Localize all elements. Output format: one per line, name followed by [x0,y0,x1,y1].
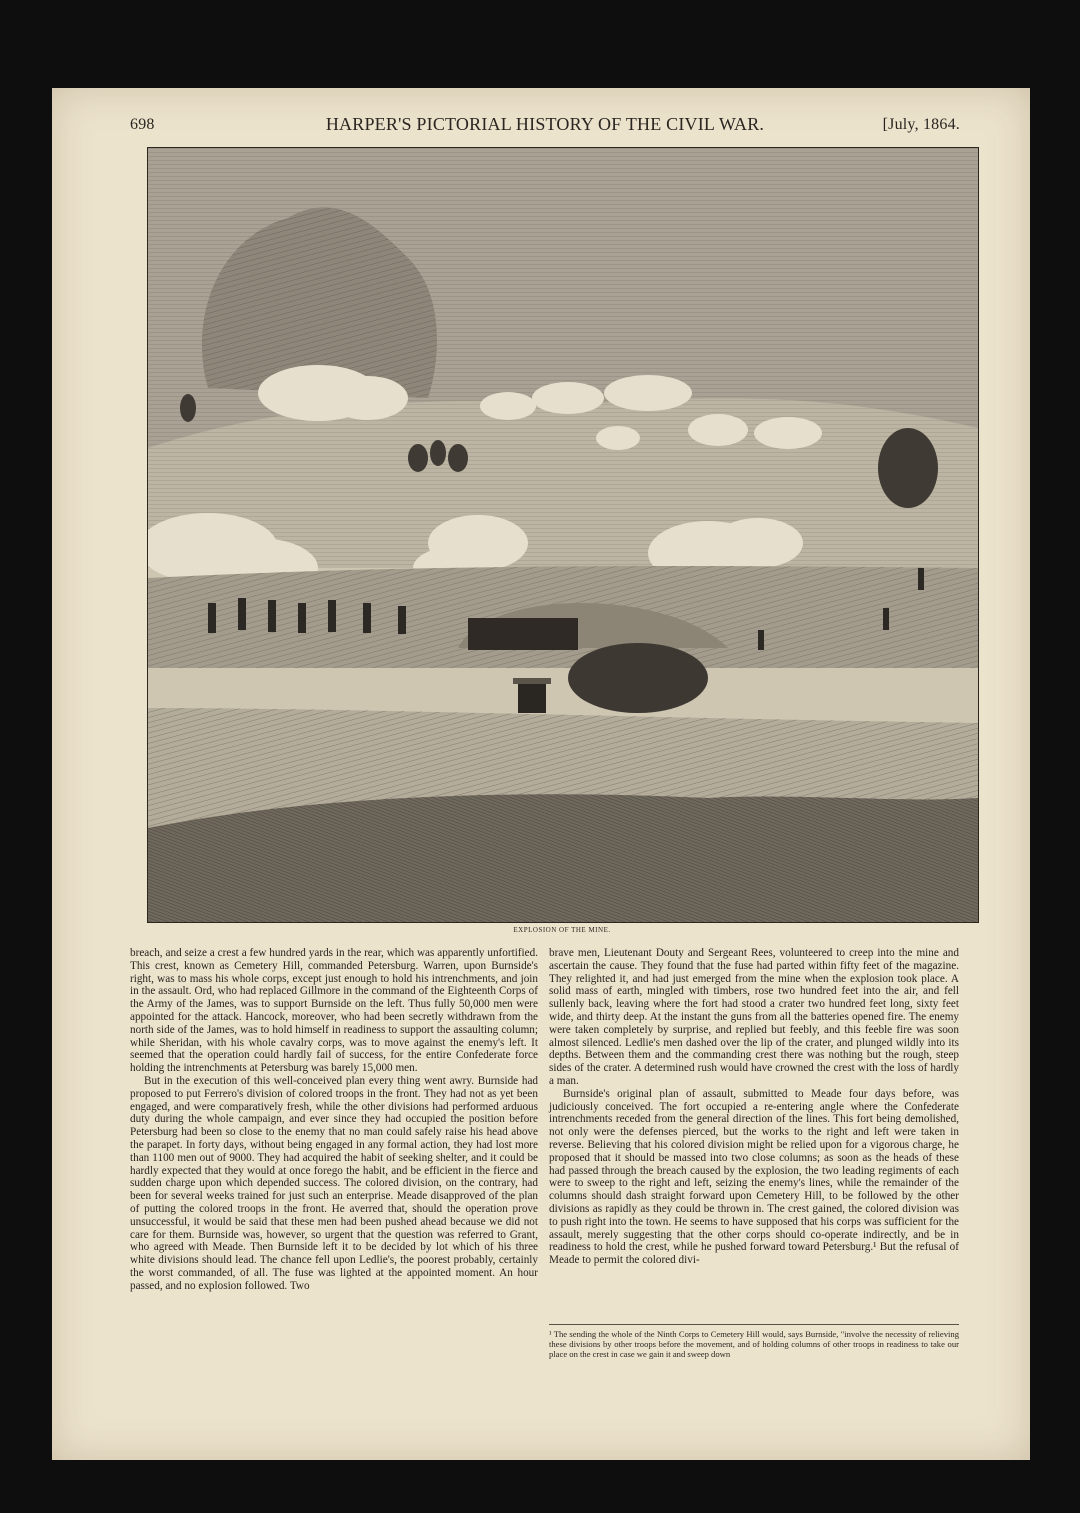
illustration-caption: EXPLOSION OF THE MINE. [513,926,611,934]
text-column-right [549,947,959,1267]
paragraph: But in the execution of this well-conceived plan every thing went awry. Burnside had proposed to put Ferrero's division of colored troops in the front. They had not as yet been engaged, and were comparatively fresh, while the other divisions had performed arduous duty during the whole campaign, and ever since they had occupied the position before Petersburg had been so close to the enemy that no man could safely raise his head above the parapet. In forty days, without being engaged in any formal action, they had lost more than 1100 men out of 9000. They had acquired the habit of seeking shelter, and it could be hardly expected that they would at once forego the habit, and be efficient in the fierce and sudden charge upon which depended success. The colored division, on the contrary, had been for several weeks trained for just such an enterprise. Meade disapproved of the plan of putting the colored troops in the front. He averred that, should the operation prove unsuccessful, it would be said that these men had been pushed ahead because we did not care for them. Burnside was, however, so urgent that the question was referred to Grant, who agreed with Meade. Then Burnside left it to be decided by lot which of his three white divisions should lead. The chance fell upon Ledlie's, the poorest probably, certainly the worst commanded, of all. The fuse was lighted at the appointed moment. An hour passed, and no explosion followed. Two [130,1074,538,1292]
paragraph: Burnside's original plan of assault, submitted to Meade four days before, was judiciously conceived. The fort occupied a re-entering angle where the Confederate intrenchments receded from the general direction of the lines. This fort being demolished, not only were the defenses pierced, but the works to the right and left were taken in reverse. Believing that his colored division might be relied upon for a vigorous charge, he proposed that it should be massed into two close columns; as soon as the heads of these had passed through the breach caused by the explosion, the two leading regiments of each were to sweep to the right and left, seizing the enemy's lines, while the remainder of the columns should dash straight forward upon Cemetery Hill, to be followed by the other divisions as rapidly as they could be thrown in. The crest gained, the colored division was to push right into the town. He seems to have supposed that his corps was sufficient for the assault, merely suggesting that the other corps should co-operate indirectly, and be in readiness to hold the crest, while he pushed forward toward Petersburg.¹ But the refusal of Meade to permit the colored divi- [549,1087,959,1267]
book-page [52,88,1030,1460]
paragraph: brave men, Lieutenant Douty and Sergeant Rees, volunteered to creep into the mine and ascertain the cause. They found that the fuse had parted within fifty feet of the magazine. They relighted it, and had just emerged from the mine when the explosion took place. A solid mass of earth, mingled with timbers, rose two hundred feet into the air, and fell sullenly back, leaving where the fort had stood a crater two hundred feet long, sixty feet wide, and thirty deep. At the instant the guns from all the batteries opened fire. The enemy were taken completely by surprise, and replied but feebly, and this feeble fire was soon almost silenced. Ledlie's men dashed over the lip of the crater, and plunged wildly into its depths. Between them and the commanding crest there was nothing but the rough, steep sides of the crater. A determined rush would have crowned the crest with the loss of hardly a man. [549,947,959,1087]
footnote: ¹ The sending the whole of the Ninth Corps to Cemetery Hill would, says Burnside, "involve the necessity of relieving these divisions by other troops before the movement, and of holding columns of other troops in readiness to take our place on the crest in case we gain it and sweep down [549,1324,959,1359]
paragraph: breach, and seize a crest a few hundred yards in the rear, which was apparently unfortified. This crest, known as Cemetery Hill, commanded Petersburg. Warren, upon Burnside's right, was to mass his whole corps, except just enough to hold his intrenchments, and join in the assault. Ord, who had replaced Gillmore in the command of the Eighteenth Corps of the Army of the James, was to support Burnside on the left. Thus fully 50,000 men were appointed for the attack. Hancock, moreover, who had been secretly withdrawn from the north side of the James, was to hold himself in readiness to support the assaulting column; while Sheridan, with his whole cavalry corps, was to move against the enemy's left. It seemed that the operation could hardly fail of success, for the entire Confederate force holding the intrenchments at Petersburg was barely 15,000 men. [130,947,538,1075]
engraving-artwork [148,148,978,922]
running-title: HARPER'S PICTORIAL HISTORY OF THE CIVIL WAR. [325,114,765,134]
page-header [130,114,960,138]
page-number: 698 [130,116,155,133]
engraving-illustration [147,147,979,923]
page-date: [July, 1864. [882,116,960,133]
text-column-left [130,947,538,1293]
